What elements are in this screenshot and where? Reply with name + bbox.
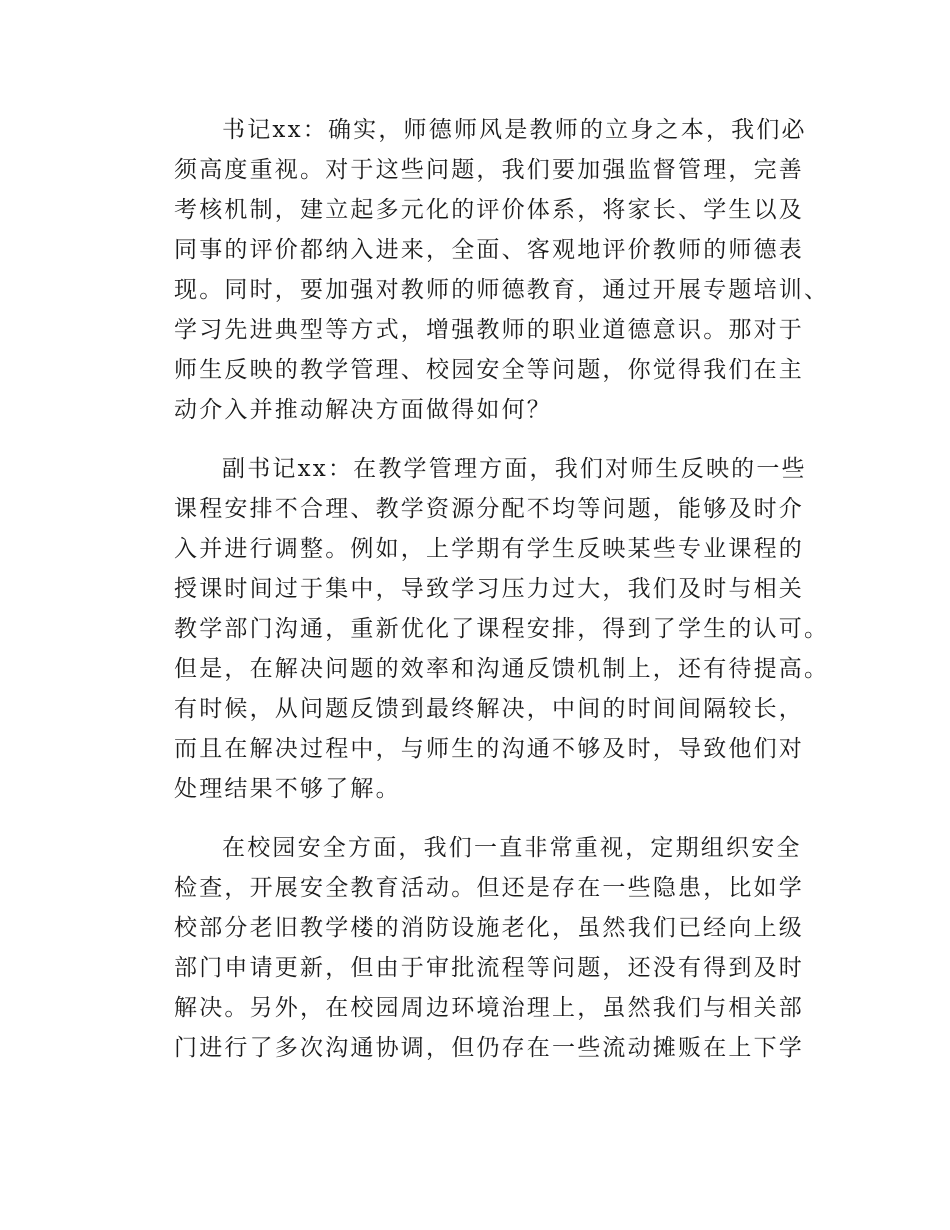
- paragraph-secretary-statement: [174, 110, 830, 430]
- text-line: 考核机制，建立起多元化的评价体系，将家长、学生以及: [174, 197, 804, 223]
- text-line: 检查，开展安全教育活动。但还是存在一些隐患，比如学: [174, 875, 804, 901]
- text-line: 部门申请更新，但由于审批流程等问题，还没有得到及时: [174, 955, 804, 981]
- paragraph-campus-safety: [174, 828, 804, 1068]
- text-line: 门进行了多次沟通协调，但仍存在一些流动摊贩在上下学: [174, 1035, 804, 1061]
- text-line: 副书记xx：在教学管理方面，我们对师生反映的一些: [222, 456, 807, 482]
- text-line: 须高度重视。对于这些问题，我们要加强监督管理，完善: [174, 157, 804, 183]
- text-line: 而且在解决过程中，与师生的沟通不够及时，导致他们对: [174, 736, 804, 762]
- text-line: 书记xx：确实，师德师风是教师的立身之本，我们必: [222, 117, 807, 143]
- text-line: 同事的评价都纳入进来，全面、客观地评价教师的师德表: [174, 237, 804, 263]
- paragraph-deputy-secretary-teaching: [174, 449, 830, 809]
- text-line: 学习先进典型等方式，增强教师的职业道德意识。那对于: [174, 317, 804, 343]
- text-line: 入并进行调整。例如，上学期有学生反映某些专业课程的: [174, 536, 804, 562]
- text-line: 但是，在解决问题的效率和沟通反馈机制上，还有待提高。: [174, 656, 830, 682]
- text-line: 师生反映的教学管理、校园安全等问题，你觉得我们在主: [174, 357, 804, 383]
- text-line: 校部分老旧教学楼的消防设施老化，虽然我们已经向上级: [174, 915, 804, 941]
- document-body: [174, 110, 830, 1087]
- text-line: 授课时间过于集中，导致学习压力过大，我们及时与相关: [174, 576, 804, 602]
- text-line: 课程安排不合理、教学资源分配不均等问题，能够及时介: [174, 496, 804, 522]
- text-line: 有时候，从问题反馈到最终解决，中间的时间间隔较长，: [174, 696, 804, 722]
- text-line: 处理结果不够了解。: [174, 776, 401, 802]
- text-line: 解决。另外，在校园周边环境治理上，虽然我们与相关部: [174, 995, 804, 1021]
- text-line: 动介入并推动解决方面做得如何？: [174, 397, 552, 423]
- text-line: 在校园安全方面，我们一直非常重视，定期组织安全: [222, 835, 802, 861]
- text-line: 教学部门沟通，重新优化了课程安排，得到了学生的认可。: [174, 616, 830, 642]
- text-line: 现。同时，要加强对教师的师德教育，通过开展专题培训、: [174, 277, 830, 303]
